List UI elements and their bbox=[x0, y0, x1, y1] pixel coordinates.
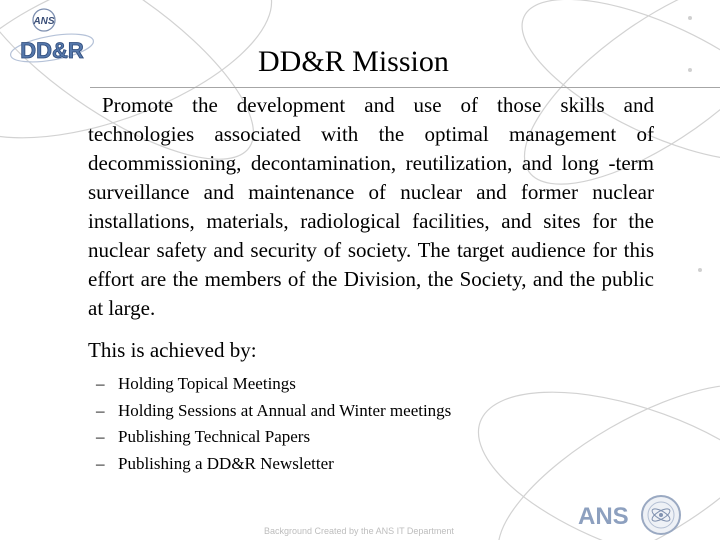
footer-credit: Background Created by the ANS IT Department bbox=[264, 526, 454, 536]
dash-marker: – bbox=[96, 427, 105, 446]
list-item bbox=[96, 371, 451, 398]
list-item bbox=[96, 424, 451, 451]
list-item-text: Publishing a DD&R Newsletter bbox=[118, 453, 334, 473]
list-item bbox=[96, 398, 451, 425]
dash-marker: – bbox=[96, 374, 105, 393]
list-item bbox=[96, 451, 451, 478]
title-divider bbox=[90, 87, 720, 88]
dd-r-logo bbox=[8, 6, 98, 66]
dash-marker: – bbox=[96, 400, 105, 420]
mission-paragraph: Promote the development and use of those skills and technologies associated with the optimal management of decommissioning, decontamination, reutilization, and long -term surveillance and maintenance of nuclear and former nuclear installations, materials, radiological facilities, and sites for the nuclear safety and security of society. The target audience for this effort are the members of the Division, the Society, and the public at large. bbox=[88, 93, 654, 320]
dash-marker: – bbox=[96, 453, 105, 473]
logo-org-text: ANS bbox=[33, 16, 55, 27]
achieved-by-heading: This is achieved by: bbox=[88, 338, 257, 362]
ans-seal-logo bbox=[578, 494, 688, 536]
footer-logo-text: ANS bbox=[578, 503, 629, 530]
list-item-text: Publishing Technical Papers bbox=[118, 427, 311, 446]
activities-list bbox=[96, 371, 451, 477]
list-item-text: Holding Sessions at Annual and Winter meetings bbox=[118, 400, 452, 420]
page-title: DD&R Mission bbox=[258, 45, 449, 78]
list-item-text: Holding Topical Meetings bbox=[118, 374, 296, 393]
logo-division-text: DD&R bbox=[20, 38, 84, 63]
